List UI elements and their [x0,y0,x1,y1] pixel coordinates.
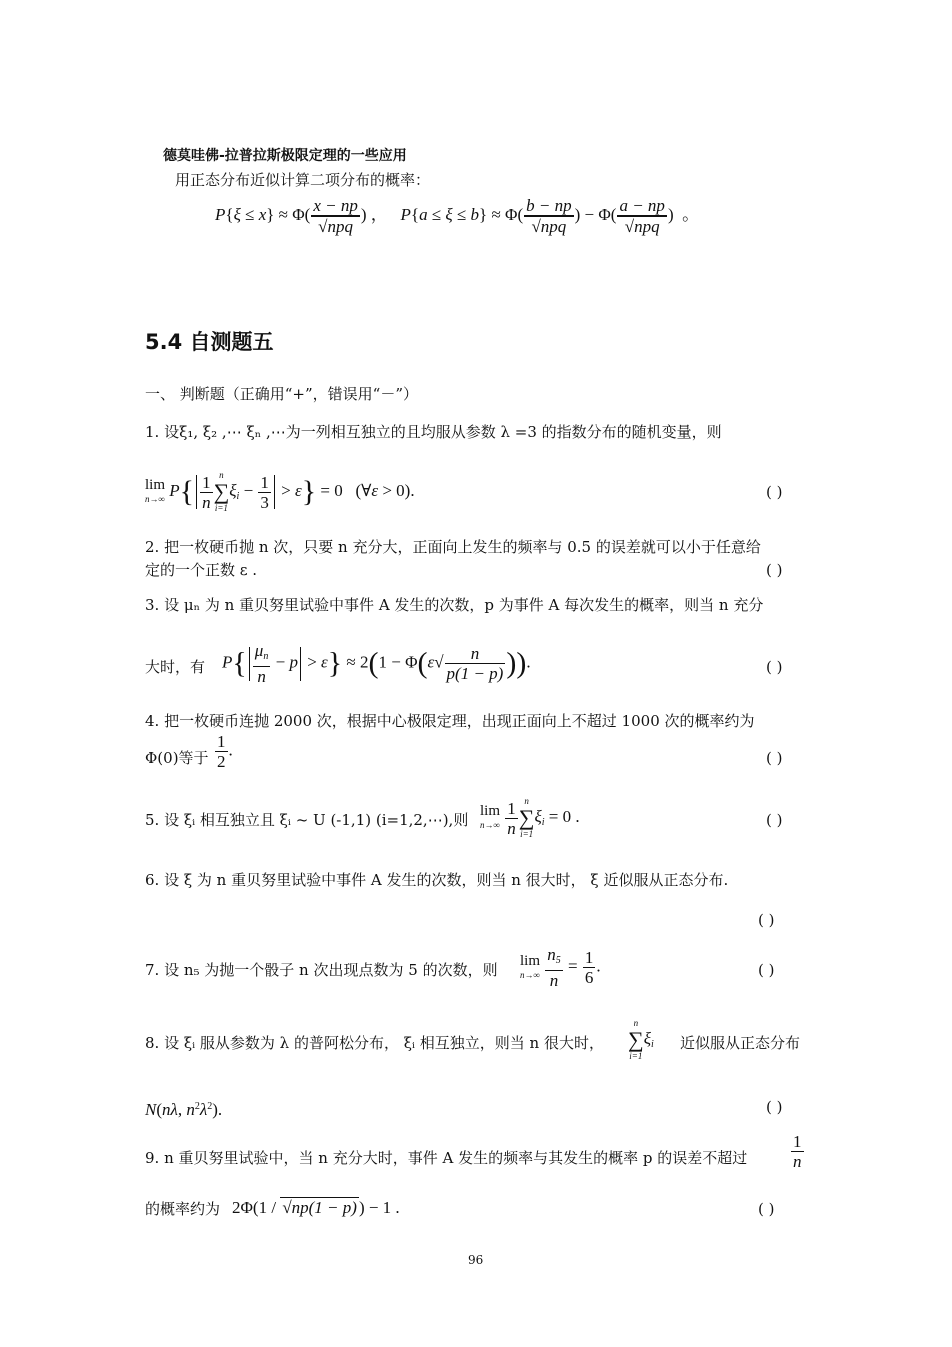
q3-text: 3. 设 μₙ 为 n 重贝努里试验中事件 A 发生的次数，p 为事件 A 每次发生的概率，则当 n 充分 [145,596,764,614]
q1-answer-slot[interactable]: ( ) [766,483,783,501]
q4-prefix: Φ(0)等于 [145,749,209,767]
q3-formula: P{ $\frac{\mu_n}{n}$ − p > ε} ≈ 2(1 − Φ(ε√ $\frac{n}{p(1 - p)}$ )). [222,641,531,686]
q3-prefix: 大时，有 [145,658,206,676]
q9-text: 9. n 重贝努里试验中，当 n 充分大时，事件 A 发生的频率与其发生的概率 p 的误差不超过 [145,1149,748,1167]
q1-formula: lim n→∞ P{ $\frac{1}{n}$ n ∑ i=1 $\xi_i$ − $\frac{1}{3}$ > ε} = 0 (∀ε > 0). [145,470,415,513]
q7-formula: lim n→∞ $\frac{n_5}{n}$ = $\frac{1}{6}$ . [520,945,601,990]
part-label: 一、 判断题（正确用“+”，错误用“－”） [145,385,419,403]
q2-line2: 定的一个正数 ε . [145,561,258,579]
q7-answer-slot[interactable]: ( ) [758,961,775,979]
q3-answer-slot[interactable]: ( ) [766,658,783,676]
q4-line1: 4. 把一枚硬币连抛 2000 次，根据中心极限定理，出现正面向上不超过 1000 次的概率约为 [145,712,755,730]
q8-formula: N(nλ, $n^2\lambda^2$). [145,1100,223,1119]
intro-line: 用正态分布近似计算二项分布的概率： [175,171,431,189]
section-title: 5.4 自测题五 [145,330,274,354]
formula-separator: ， [370,204,388,224]
formula-end: 。 [682,204,700,224]
q9-fraction: $\frac{1}{n}$ [793,1132,802,1171]
page-number: 96 [468,1253,484,1267]
q6-answer-slot[interactable]: ( ) [758,911,775,929]
q8-sum: n ∑ i=1 $\xi_i$ [628,1018,654,1061]
q8-text: 8. 设 ξᵢ 服从参数为 λ 的普阿松分布， ξᵢ 相互独立，则当 n 很大时， [145,1034,604,1052]
q4-answer-slot[interactable]: ( ) [766,749,783,767]
q8-answer-slot[interactable]: ( ) [766,1098,783,1116]
intro-heading: 德莫哇佛-拉普拉斯极限定理的一些应用 [163,148,407,164]
q7-prefix: 7. 设 n₅ 为抛一个骰子 n 次出现点数为 5 的次数，则 [145,961,498,979]
q2-answer-slot[interactable]: ( ) [766,561,783,579]
q2-line1: 2. 把一枚硬币抛 n 次，只要 n 充分大，正面向上发生的频率与 0.5 的误差就可以小于任意给 [145,538,761,556]
q4-fraction: $\frac{1}{2}$ . [217,732,233,771]
q6-text: 6. 设 ξ 为 n 重贝努里试验中事件 A 发生的次数，则当 n 很大时， ξ 近似服从正态分布. [145,871,729,889]
q9-answer-slot[interactable]: ( ) [758,1200,775,1218]
q9-formula: 2Φ(1 / √np(1 − p) ) − 1 . [232,1198,400,1217]
q5-prefix: 5. 设 ξᵢ 相互独立且 ξᵢ ~ U (-1,1) (i=1,2,⋯),则 [145,811,469,829]
intro-formula: P{ξ ≤ x} ≈ Φ( $\frac{x - np}{\text{√npq}}$ ) ， P{a ≤ ξ ≤ b} ≈ Φ( $\frac{b - np}{\text{√npq}}$ ) − Φ( $\frac{a - np}{\text{√npq}}$ ) 。 [215,196,700,236]
q5-formula: lim n→∞ $\frac{1}{n}$ n ∑ i=1 $\xi_i = 0$ . [480,796,580,839]
q8-suffix: 近似服从正态分布 [680,1034,801,1052]
q9-prefix: 的概率约为 [145,1200,221,1218]
q5-answer-slot[interactable]: ( ) [766,811,783,829]
q1-text: 1. 设ξ₁, ξ₂ ,⋯ ξₙ ,⋯为一列相互独立的且均服从参数 λ =3 的指数分布的随机变量，则 [145,423,722,441]
